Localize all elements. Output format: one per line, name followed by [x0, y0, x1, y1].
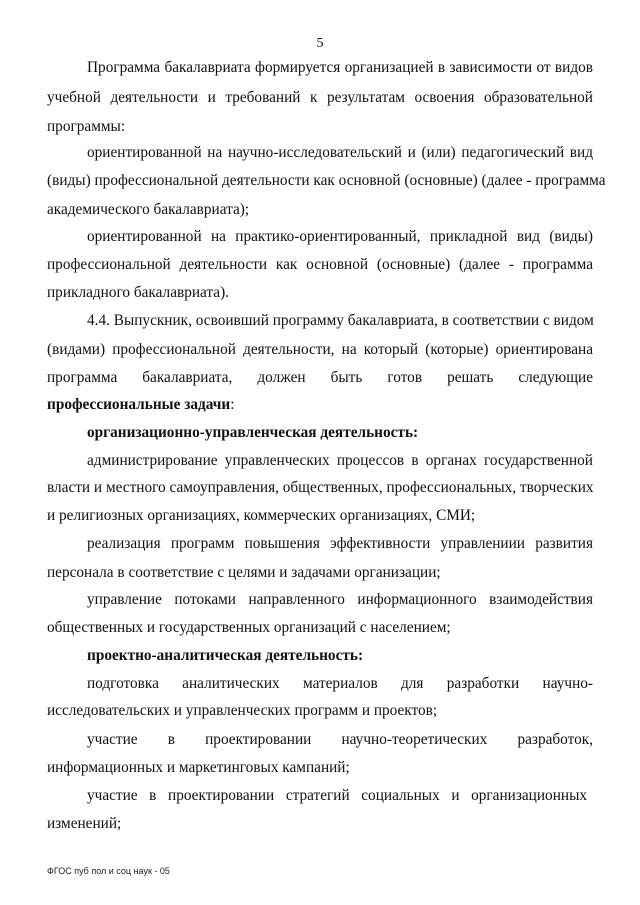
paragraph-3-line-1: ориентированной на практико-ориентированный, прикладной вид (виды) — [87, 228, 593, 245]
paragraph-3-line-2: профессиональной деятельности как основной (основные) (далее - программа — [47, 256, 593, 273]
section-heading-organizational: организационно-управленческая деятельность: — [87, 424, 419, 441]
paragraph-6-line-2: персонала в соответствие с целями и задачами организации; — [47, 564, 441, 581]
paragraph-2-line-1: ориентированной на научно-исследовательский и (или) педагогический вид — [87, 144, 593, 161]
section-heading-project-analytical: проектно-аналитическая деятельность: — [87, 647, 364, 664]
paragraph-2-line-2: (виды) профессиональной деятельности как основной (основные) (далее - программа — [47, 172, 606, 189]
professional-tasks-colon: : — [230, 396, 235, 413]
paragraph-10-line-1: участие в проектировании стратегий социальных и организационных — [87, 787, 587, 804]
paragraph-4-line-2: (видами) профессиональной деятельности, на который (которые) ориентирована — [47, 341, 593, 358]
paragraph-2-line-3: академического бакалавриата); — [47, 201, 250, 218]
page-number: 5 — [316, 36, 324, 51]
paragraph-7-line-1: управление потоками направленного информационного взаимодействия — [87, 591, 593, 608]
paragraph-8-line-1: подготовка аналитических материалов для разработки научно- — [87, 675, 593, 692]
paragraph-1-line-3: программы: — [47, 118, 126, 135]
paragraph-4-line-4 — [47, 396, 593, 414]
paragraph-9-line-2: информационных и маркетинговых кампаний; — [47, 759, 350, 776]
paragraph-7-line-2: общественных и государственных организаций с населением; — [47, 619, 451, 636]
paragraph-3-line-3: прикладного бакалавриата). — [47, 284, 230, 301]
paragraph-4-line-3: программа бакалавриата, должен быть готов решать следующие — [47, 369, 593, 386]
paragraph-8-line-2: исследовательских и управленческих программ и проектов; — [47, 702, 438, 719]
professional-tasks-label: профессиональные задачи — [47, 396, 231, 413]
paragraph-1-line-2: учебной деятельности и требований к результатам освоения образовательной — [47, 89, 593, 106]
paragraph-5-line-1: администрирование управленческих процессов в органах государственной — [87, 452, 593, 469]
paragraph-5-line-2: власти и местного самоуправления, общественных, профессиональных, творческих — [47, 479, 594, 496]
paragraph-10-line-2: изменений; — [47, 815, 122, 832]
paragraph-4-line-1: 4.4. Выпускник, освоивший программу бакалавриата, в соответствии с видом — [87, 312, 594, 329]
paragraph-5-line-3: и религиозных организациях, коммерческих организациях, СМИ; — [47, 507, 476, 524]
page-footer: ФГОС пуб пол и соц наук - 05 — [47, 866, 170, 876]
paragraph-1-line-1: Программа бакалавриата формируется организацией в зависимости от видов — [87, 59, 593, 76]
paragraph-9-line-1: участие в проектировании научно-теоретических разработок, — [87, 731, 593, 748]
paragraph-6-line-1: реализация программ повышения эффективности управлениии развития — [87, 535, 593, 552]
